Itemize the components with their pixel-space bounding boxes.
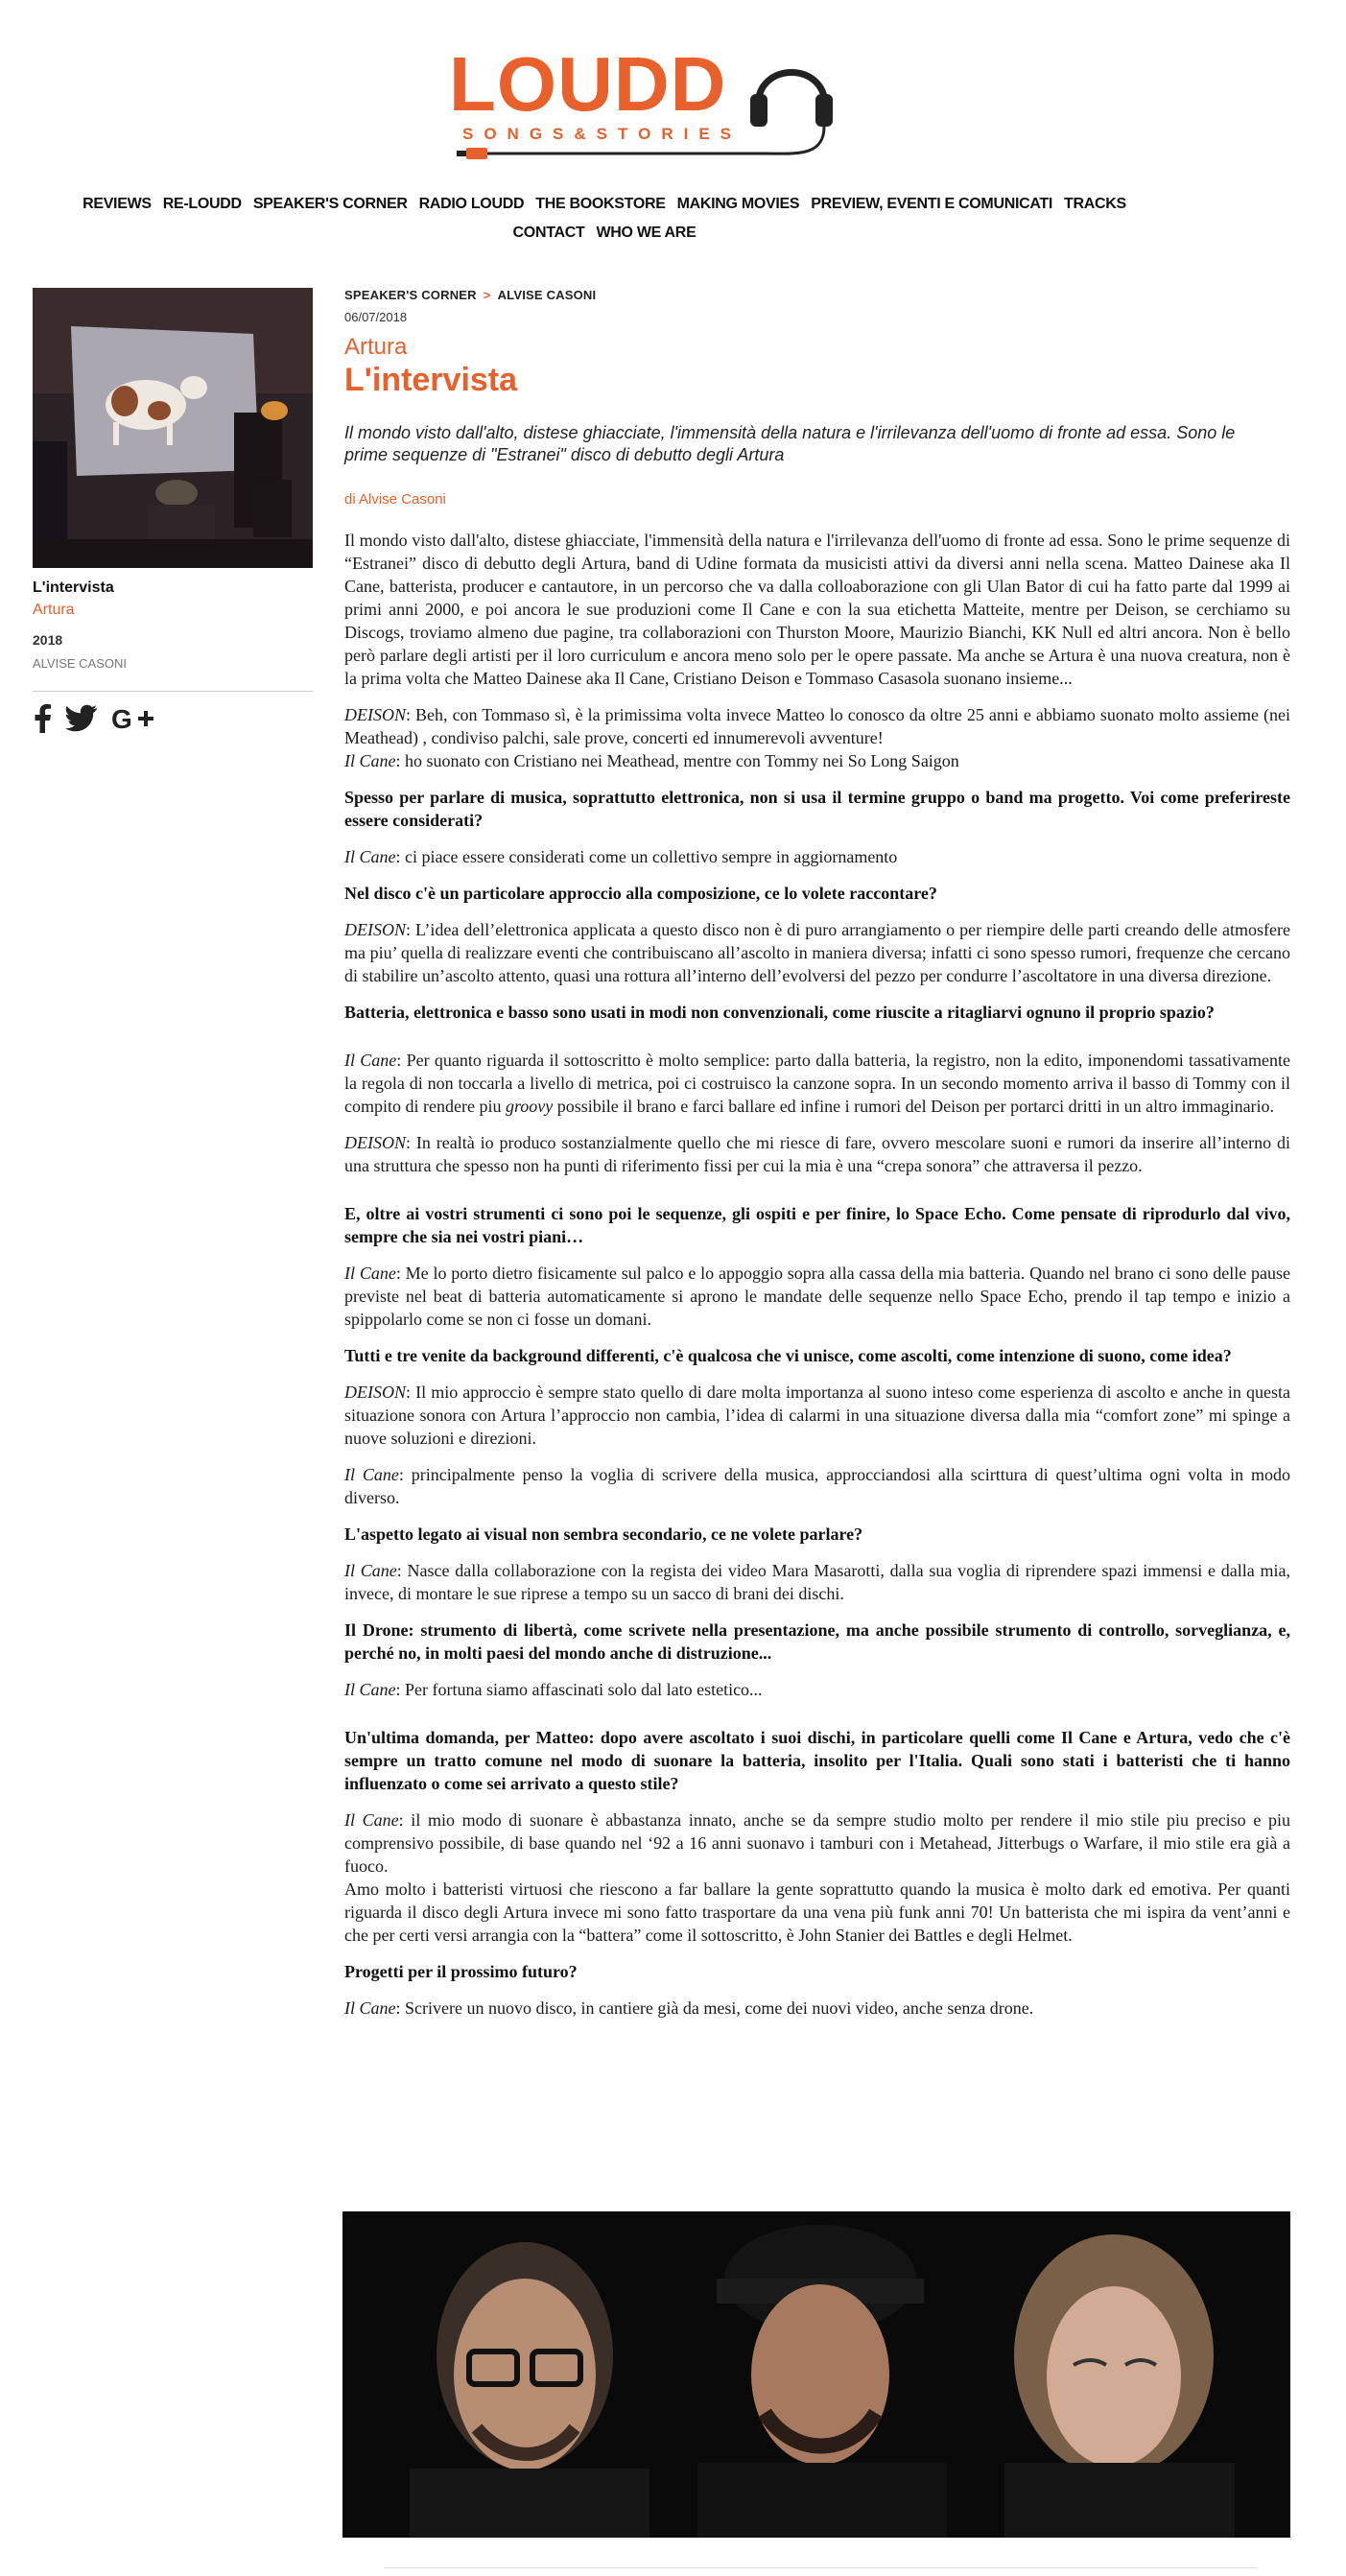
nav-making-movies[interactable]: MAKING MOVIES	[676, 196, 800, 212]
social-share-bar	[33, 704, 155, 738]
site-logo[interactable]	[449, 41, 833, 169]
answer-speaker: Il Cane	[344, 1561, 397, 1580]
breadcrumb-author[interactable]: ALVISE CASONI	[497, 288, 597, 302]
interview-answer	[344, 845, 1290, 868]
interview-answer	[344, 1997, 1290, 2020]
sidebar-article-year: 2018	[33, 632, 63, 648]
sidebar-article-author[interactable]: ALVISE CASONI	[33, 656, 128, 671]
interview-question: Un'ultima domanda, per Matteo: dopo avere ascoltato i suoi dischi, in particolare quelli come Il Cane e Artura, vedo che c'è sempre un tratto comune nel modo di suonare la batteria, insolito per l'Italia. Quali sono stati i batteristi che ti hanno influenzato o come sei arrivato a questo stile?	[344, 1728, 1290, 1793]
sidebar-article-title[interactable]: L'intervista	[33, 579, 114, 596]
footer-divider	[384, 2567, 1257, 2568]
answer-speaker: Il Cane	[344, 847, 396, 866]
nav-the-bookstore[interactable]: THE BOOKSTORE	[535, 196, 666, 212]
answer-text: : ho suonato con Cristiano nei Meathead, mentre con Tommy nei So Long Saigon	[395, 751, 959, 770]
sidebar-article-category[interactable]: Artura	[33, 602, 75, 618]
interview-answer	[344, 1808, 1290, 1878]
article-byline[interactable]: di Alvise Casoni	[344, 491, 446, 508]
answer-speaker: DEISON	[344, 920, 406, 939]
nav-who-we-are[interactable]: WHO WE ARE	[596, 225, 697, 241]
post-date: 06/07/2018	[344, 310, 408, 324]
answer-text: : Scrivere un nuovo disco, in cantiere già da mesi, come dei nuovi video, anche senza drone.	[395, 1998, 1034, 2018]
answer-text: : Per fortuna siamo affascinati solo dal lato estetico...	[395, 1680, 763, 1699]
article-body	[344, 529, 1290, 2020]
answer-speaker: DEISON	[344, 1383, 406, 1402]
article-band: Artura	[344, 334, 408, 360]
nav-radio-loudd[interactable]: RADIO LOUDD	[418, 196, 525, 212]
interview-question: Il Drone: strumento di libertà, come scrivete nella presentazione, ma anche possibile strumento di controllo, sorveglianza, e, perché no, in molti paesi del mondo anche di distruzione...	[344, 1620, 1290, 1663]
answer-speaker: DEISON	[344, 705, 406, 724]
article	[344, 288, 1290, 2033]
logo-tagline: SONGS&STORIES	[462, 125, 742, 143]
breadcrumb	[344, 288, 1290, 302]
answer-text: : il mio modo di suonare è abbastanza innato, anche se da sempre studio molto per rendere il mio stile piu preciso e piu comprensivo possibile, di base quando nel ‘92 a 16 anni suonavo i tamburi con i Metahead, Jitterbugs o Warfare, il mio stile era già a fuoco.	[344, 1810, 1290, 1876]
article-subtitle: Il mondo visto dall'alto, distese ghiacciate, l'immensità della natura e l'irrilevanza dell'uomo di fronte ad essa. Sono le prime sequenze di "Estranei" disco di debutto degli Artura	[344, 423, 1236, 464]
interview-answer	[344, 1678, 1290, 1701]
interview-answer	[344, 1049, 1290, 1118]
nav-contact[interactable]: CONTACT	[512, 225, 585, 241]
nav-reviews[interactable]: REVIEWS	[83, 196, 152, 212]
main-navigation	[58, 190, 1151, 248]
interview-answer	[344, 1559, 1290, 1605]
nav-re-loudd[interactable]: RE-LOUDD	[162, 196, 242, 212]
twitter-icon[interactable]	[65, 704, 98, 738]
interview-answer	[344, 918, 1290, 987]
interview-answer	[344, 703, 1290, 749]
answer-emphasis: groovy	[505, 1097, 554, 1116]
answer-text: : In realtà io produco sostanzialmente quello che mi riesce di fare, ovvero mescolare suoni e rumori da inserire all’interno di una struttura che spesso non ha punti di riferimento fissi per cui la mia è una “crepa sonora” che attraversa il pezzo.	[344, 1133, 1290, 1175]
article-headline: L'intervista	[344, 362, 518, 398]
answer-speaker: DEISON	[344, 1133, 406, 1152]
facebook-icon[interactable]	[33, 704, 52, 738]
sidebar-divider	[33, 691, 313, 692]
nav-speakers-corner[interactable]: SPEAKER'S CORNER	[252, 196, 408, 212]
logo-wordmark: LOUDD	[449, 41, 727, 127]
answer-speaker: Il Cane	[344, 1810, 399, 1830]
answer-text: : Il mio approccio è sempre stato quello di dare molta importanza al suono inteso come esperienza di ascolto e anche in questa situazione sonora con Artura l’approccio non cambia, l’idea di calarmi in una situazione diversa dalla mia “comfort zone” mi spinge a nuove soluzioni e direzioni.	[344, 1383, 1290, 1448]
answer-text: : L’idea dell’elettronica applicata a questo disco non è di puro arrangiamento o per riempire delle parti creando delle atmosfere ma piu’ quella di realizzare eventi che contribuiscano all’ascolto in maniera diversa; infatti ci sono spesso rumori, frequenze che cercano di stabilire un’ascolto attento, quasi una rottura all’interno dell’evolversi del pezzo per condurre l’ascoltatore in una diversa direzione.	[344, 920, 1290, 985]
sidebar-concert-photo[interactable]	[33, 288, 313, 568]
answer-speaker: Il Cane	[344, 1680, 396, 1699]
interview-answer	[344, 1262, 1290, 1331]
google-plus-icon[interactable]	[111, 704, 155, 738]
interview-question: Progetti per il prossimo futuro?	[344, 1962, 578, 1981]
answer-speaker: Il Cane	[344, 1998, 396, 2018]
interview-question: Spesso per parlare di musica, soprattutto elettronica, non si usa il termine gruppo o band ma progetto. Voi come preferireste essere considerati?	[344, 788, 1290, 830]
answer-text: : principalmente penso la voglia di scrivere della musica, approcciandosi alla scirttura di quest’ultima ogni volta in modo diverso.	[344, 1465, 1290, 1507]
answer-text: : Nasce dalla collaborazione con la regista dei video Mara Masarotti, dalla sua voglia di riprendere spazi immensi e dalla mia, invece, di montare le sue riprese a tempo su un sacco di brani dei dischi.	[344, 1561, 1290, 1603]
interview-question: Nel disco c'è un particolare approccio alla composizione, ce lo volete raccontare?	[344, 884, 937, 903]
interview-question: L'aspetto legato ai visual non sembra secondario, ce ne volete parlare?	[344, 1524, 863, 1544]
breadcrumb-separator: >	[483, 288, 491, 302]
interview-answer	[344, 1131, 1290, 1177]
nav-preview-eventi[interactable]: PREVIEW, EVENTI E COMUNICATI	[811, 196, 1053, 212]
answer-speaker: Il Cane	[344, 1465, 399, 1484]
answer-text: : ci piace essere considerati come un collettivo sempre in aggiornamento	[395, 847, 898, 866]
answer-text: : Per quanto riguarda il sottoscritto è molto semplice: parto dalla batteria, la registro, non la edito, imponendomi tassativamente la regola di non toccarla a livello di metrica, poi ci costruisco la canzone sopra. In un secondo momento arriva il basso di Tommy con il compito di rendere piu	[344, 1051, 1290, 1116]
svg-text:G: G	[111, 704, 132, 733]
article-paragraph: Amo molto i batteristi virtuosi che riescono a far ballare la gente soprattutto quando la musica è molto dark ed emotiva. Per quanti riguarda il disco degli Artura invece mi sono fatto trasportare da una vena più funk anni 70! Un batterista che mi ispira da vent’anni e che per certi versi arrangia con la “battera” come il sottoscritto, è John Stanier dei Battles e degli Helmet.	[344, 1879, 1290, 1945]
answer-text: : Beh, con Tommaso sì, è la primissima volta invece Matteo lo conosco da oltre 25 anni e abbiamo suonato molto assieme (nei Meathead) , condiviso palchi, sale prove, concerti ed innumerevoli avventure!	[344, 705, 1290, 747]
interview-question: E, oltre ai vostri strumenti ci sono poi le sequenze, gli ospiti e per finire, lo Space Echo. Come pensate di riprodurlo dal vivo, sempre che sia nei vostri piani…	[344, 1204, 1290, 1246]
article-paragraph: Il mondo visto dall'alto, distese ghiacciate, l'immensità della natura e l'irrilevanza dell'uomo di fronte ad essa. Sono le prime sequenze di “Estranei” disco di debutto degli Artura, band di Udine formata da musicisti attivi da diversi anni nella scena. Matteo Dainese aka Il Cane, batterista, producer e cantautore, in un percorso che va dalla colloaborazione con gli Ulan Bator di cui ha fatto parte dal 1999 ai primi anni 2000, e poi ancora le sue produzioni come Il Cane e con la sua etichetta Matteite, mentre per Deison, se cerchiamo su Discogs, troviamo almeno due pagine, tra collaborazioni con Thurston Moore, Maurizio Bianchi, KK Null ed altri ancora. Non è bello però parlare degli artisti per il loro curriculum e ancora meno solo per le opere passate. Ma anche se Artura è una nuova creatura, non è la prima volta che Matteo Dainese aka Il Cane, Cristiano Deison e Tommaso Casasola suonano insieme...	[344, 531, 1290, 688]
answer-speaker: Il Cane	[344, 1264, 396, 1283]
answer-text: : Me lo porto dietro fisicamente sul palco e lo appoggio sopra alla cassa della mia batteria. Quando nel brano ci sono delle pause previste nel beat di batteria automaticamente si aprono le mandate delle sequenze nello Space Echo, prendo il tap tempo e inizio a spippolarlo come se non ci fosse un domani.	[344, 1264, 1290, 1329]
answer-speaker: Il Cane	[344, 751, 396, 770]
band-photo	[342, 2211, 1290, 2538]
interview-answer	[344, 749, 1290, 772]
answer-text-cont: possibile il brano e farci ballare ed infine i rumori del Deison per portarci dritti in un altro immaginario.	[553, 1097, 1275, 1116]
breadcrumb-section[interactable]: SPEAKER'S CORNER	[344, 288, 477, 302]
answer-speaker: Il Cane	[344, 1051, 397, 1070]
interview-question: Tutti e tre venite da background differenti, c'è qualcosa che vi unisce, come ascolti, come intenzione di suono, come idea?	[344, 1346, 1232, 1365]
interview-answer	[344, 1381, 1290, 1450]
nav-tracks[interactable]: TRACKS	[1064, 196, 1126, 212]
interview-answer	[344, 1463, 1290, 1509]
interview-question: Batteria, elettronica e basso sono usati in modi non convenzionali, come riuscite a ritagliarvi ognuno il proprio spazio?	[344, 1003, 1215, 1022]
